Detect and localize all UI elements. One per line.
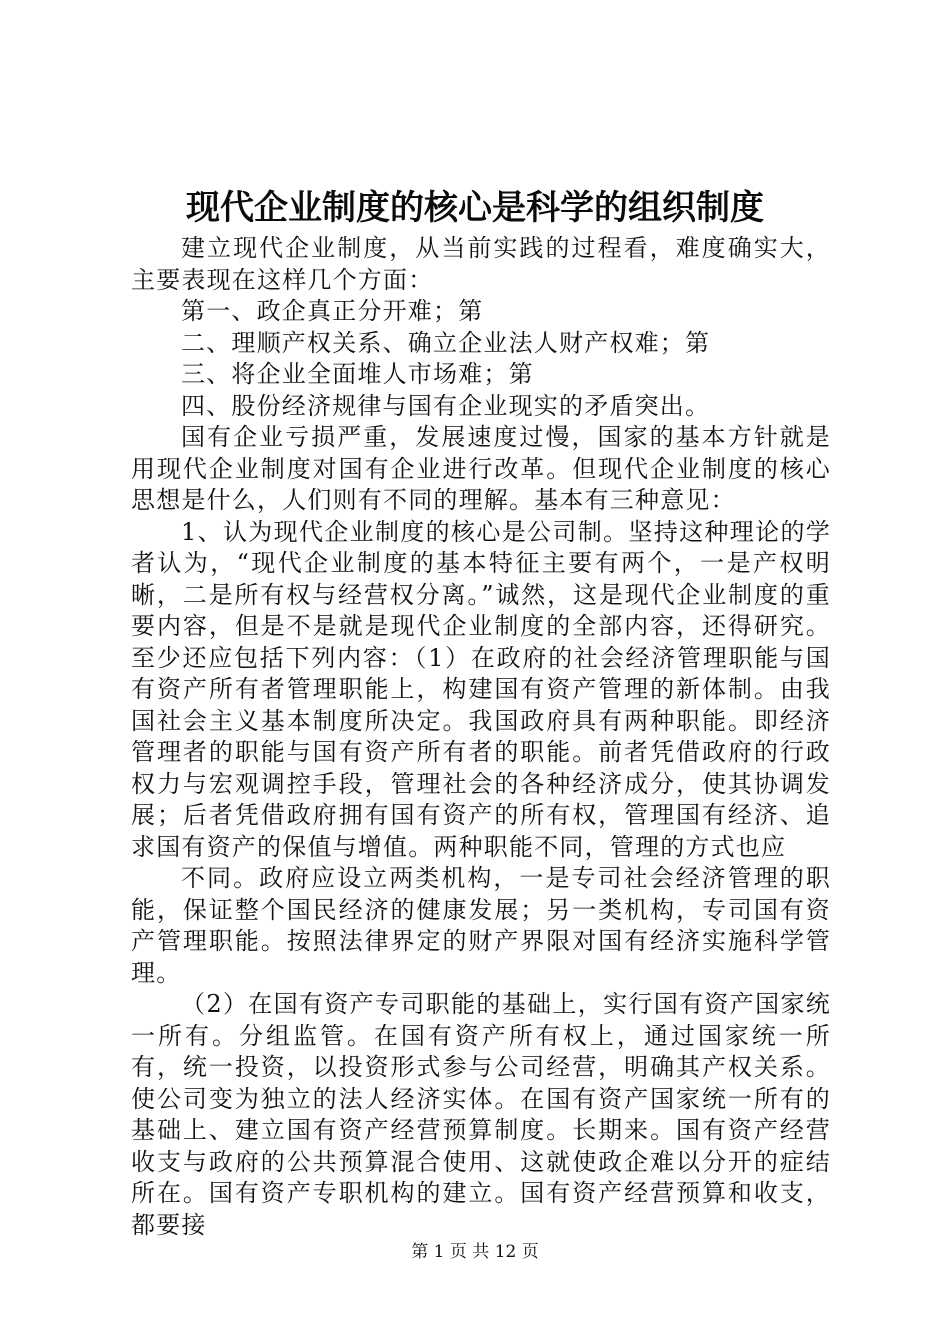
paragraph-two-agencies: 不同。政府应设立两类机构，一是专司社会经济管理的职能，保证整个国民经济的健康发展；另一类机构，专司国有资产管理职能。按照法律界定的财产界限对国有经济实施科学管理。	[131, 864, 831, 987]
paragraph-opinion-1: 1、认为现代企业制度的核心是公司制。坚持这种理论的学者认为，“现代企业制度的基本特征主要有两个，一是产权明晰，二是所有权与经营权分离。”诚然，这是现代企业制度的重要内容，但是不是就是现代企业制度的全部内容，还得研究。至少还应包括下列内容：（1）在政府的社会经济管理职能与国有资产所有者管理职能上，构建国有资产管理的新体制。由我国社会主义基本制度所决定。我国政府具有两种职能。即经济管理者的职能与国有资产所有者的职能。前者凭借政府的行政权力与宏观调控手段，管理社会的各种经济成分，使其协调发展；后者凭借政府拥有国有资产的所有权，管理国有经济、追求国有资产的保值与增值。两种职能不同，管理的方式也应	[131, 517, 831, 861]
page-number-footer: 第 1 页 共 12 页	[411, 1242, 539, 1262]
document-body	[131, 233, 831, 1241]
document-title: 现代企业制度的核心是科学的组织制度	[186, 188, 764, 228]
paragraph-item-2: （2）在国有资产专司职能的基础上，实行国有资产国家统一所有。分组监管。在国有资产所有权上，通过国家统一所有，统一投资，以投资形式参与公司经营，明确其产权关系。使公司变为独立的法人经济实体。在国有资产国家统一所有的基础上、建立国有资产经营预算制度。长期来。国有资产经营收支与政府的公共预算混合使用、这就使政企难以分开的症结所在。国有资产专职机构的建立。国有资产经营预算和收支，都要接	[131, 990, 831, 1239]
paragraph-point-1: 第一、政企真正分开难；第	[181, 297, 484, 325]
paragraph-point-2: 二、理顺产权关系、确立企业法人财产权难；第	[181, 328, 711, 357]
paragraph-background: 国有企业亏损严重，发展速度过慢，国家的基本方针就是用现代企业制度对国有企业进行改革。但现代企业制度的核心思想是什么，人们则有不同的理解。基本有三种意见：	[131, 423, 831, 514]
paragraph-point-4: 四、股份经济规律与国有企业现实的矛盾突出。	[181, 391, 711, 420]
paragraph-intro: 建立现代企业制度，从当前实践的过程看，难度确实大，主要表现在这样几个方面：	[131, 234, 831, 294]
paragraph-point-3: 三、将企业全面堆人市场难；第	[181, 360, 534, 388]
